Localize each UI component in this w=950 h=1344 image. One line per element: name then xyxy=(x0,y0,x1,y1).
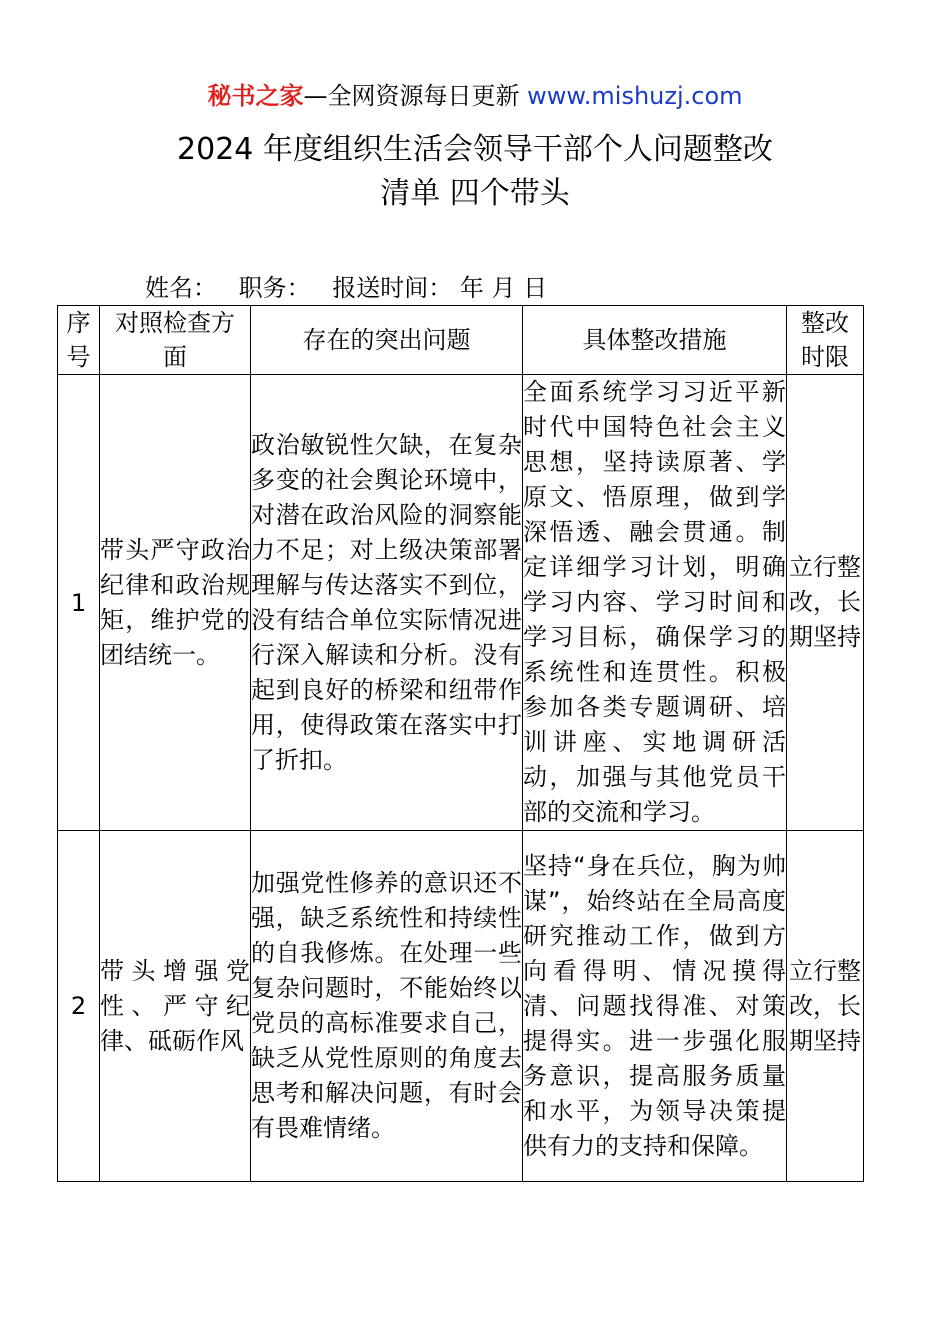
header-measures: 具体整改措施 xyxy=(523,306,787,375)
title-line-1: 2024 年度组织生活会领导干部个人问题整改 xyxy=(177,132,773,167)
row-index: 1 xyxy=(58,375,100,831)
row-index: 2 xyxy=(58,831,100,1182)
meta-line xyxy=(145,272,561,304)
table-row xyxy=(58,831,864,1182)
reform-table xyxy=(57,305,864,1182)
site-url-link[interactable]: www.mishuzj.com xyxy=(527,82,743,110)
header-aspect: 对照检查方面 xyxy=(100,306,251,375)
date-label: 报送时间： 年 月 日 xyxy=(332,274,548,302)
table-row xyxy=(58,375,864,831)
site-brand: 秘书之家 xyxy=(207,82,304,110)
header-deadline: 整改时限 xyxy=(787,306,864,375)
row-deadline: 立行整改，长期坚持 xyxy=(787,831,864,1182)
row-deadline: 立行整改，长期坚持 xyxy=(787,375,864,831)
row-problem: 政治敏锐性欠缺，在复杂多变的社会舆论环境中，对潜在政治风险的洞察能力不足；对上级决策部署理解与传达落实不到位，没有结合单位实际情况进行深入解读和分析。没有起到良好的桥梁和纽带作用，使得政策在落实中打了折扣。 xyxy=(251,375,523,831)
table-header-row xyxy=(58,306,864,375)
name-label: 姓名： xyxy=(145,274,217,302)
header-problem: 存在的突出问题 xyxy=(251,306,523,375)
site-tagline: —全网资源每日更新 xyxy=(303,82,520,110)
row-aspect: 带头严守政治纪律和政治规矩，维护党的团结统一。 xyxy=(100,375,251,831)
row-problem: 加强党性修养的意识还不强，缺乏系统性和持续性的自我修炼。在处理一些复杂问题时，不能始终以党员的高标准要求自己，缺乏从党性原则的角度去思考和解决问题，有时会有畏难情绪。 xyxy=(251,831,523,1182)
header-index: 序号 xyxy=(58,306,100,375)
position-label: 职务： xyxy=(238,274,311,302)
site-header xyxy=(0,80,950,112)
title-line-2: 清单 四个带头 xyxy=(380,176,570,211)
row-measures: 全面系统学习习近平新时代中国特色社会主义思想，坚持读原著、学原文、悟原理，做到学深悟透、融会贯通。制定详细学习计划，明确学习内容、学习时间和学习目标，确保学习的系统性和连贯性。积极参加各类专题调研、培训讲座、实地调研活动，加强与其他党员干部的交流和学习。 xyxy=(523,375,787,831)
document-title xyxy=(0,128,950,216)
row-aspect: 带头增强党性、严守纪律、砥砺作风 xyxy=(100,831,251,1182)
row-measures: 坚持“身在兵位，胸为帅谋”，始终站在全局高度研究推动工作，做到方向看得明、情况摸得清、问题找得准、对策提得实。进一步强化服务意识，提高服务质量和水平，为领导决策提供有力的支持和保障。 xyxy=(523,831,787,1182)
